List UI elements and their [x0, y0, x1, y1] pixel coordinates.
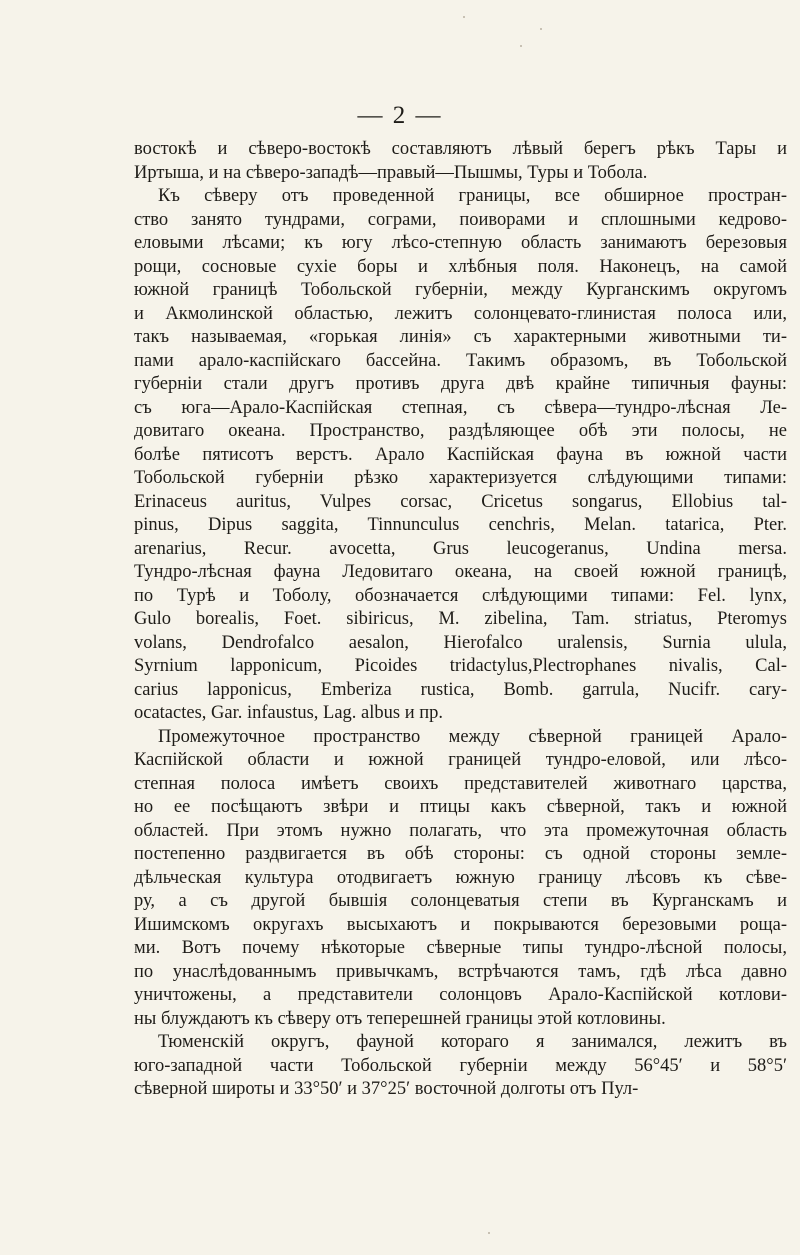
- paragraph: [134, 185, 787, 726]
- text-line: Ишимскомъ округахъ высыхаютъ и покрываются березовыми роща-: [134, 914, 787, 935]
- text-line: рощи, сосновые сухіе боры и хлѣбныя поля. Наконецъ, на самой: [134, 256, 787, 277]
- text-line: ми. Вотъ почему нѣкоторые сѣверные типы тундро-лѣсной полосы,: [134, 938, 787, 958]
- body-text: [134, 138, 787, 1102]
- text-line: съ юга—Арало-Каспійская степная, съ сѣвера—тундро-лѣсная Ле-: [134, 397, 787, 418]
- text-line: такъ называемая, «горькая линія» съ характерными животными ти-: [134, 327, 787, 347]
- text-line: пами арало-каспійскаго бассейна. Такимъ образомъ, въ Тобольской: [134, 350, 787, 371]
- text-line: и Акмолинской областью, лежитъ солонцевато-глинистая полоса или,: [134, 303, 787, 324]
- text-line: сѣверной широты и 33°50′ и 37°25′ восточной долготы отъ Пул-: [134, 1079, 639, 1099]
- page-number: — 2 —: [357, 102, 443, 129]
- paper-speck: [540, 28, 542, 30]
- text-line: arenarius, Recur. avocetta, Grus leucogeranus, Undina mersa.: [134, 538, 787, 559]
- text-line: уничтожены, а представители солонцовъ Арало-Каспійской котлови-: [134, 985, 787, 1005]
- text-line: ocatactes, Gar. infaustus, Lag. albus и пр.: [134, 703, 444, 723]
- text-line: Gulo borealis, Foet. sibiricus, M. zibelina, Tam. striatus, Pteromys: [134, 609, 787, 629]
- text-line: Тундро-лѣсная фауна Ледовитаго океана, на своей южной границѣ,: [134, 562, 787, 582]
- text-line: volans, Dendrofalco aesalon, Hierofalco uralensis, Surnia ulula,: [134, 632, 787, 653]
- text-line: по унаслѣдованнымъ привычкамъ, встрѣчаются тамъ, гдѣ лѣса давно: [134, 961, 787, 982]
- text-line: Тобольской губерніи рѣзко характеризуется слѣдующими типами:: [134, 468, 787, 488]
- paragraph: [134, 138, 787, 185]
- text-line: юго-западной части Тобольской губерніи между 56°45′ и 58°5′: [134, 1055, 787, 1076]
- text-line: Къ сѣверу отъ проведенной границы, все обширное простран-: [158, 186, 787, 206]
- text-line: довитаго океана. Пространство, раздѣляющее обѣ эти полосы, не: [134, 421, 787, 441]
- paper-speck: [463, 16, 465, 18]
- text-line: Erinaceus auritus, Vulpes corsac, Cricetus songarus, Ellobius tal-: [134, 491, 787, 512]
- text-line: Иртыша, и на сѣверо-западѣ—правый—Пышмы, Туры и Тобола.: [134, 162, 648, 183]
- text-line: ство занято тундрами, сограми, поиворами и сплошными кедрово-: [134, 209, 787, 230]
- text-line: Тюменскій округъ, фауной котораго я занимался, лежитъ въ: [158, 1032, 787, 1052]
- text-line: но ее посѣщаютъ звѣри и птицы какъ сѣверной, такъ и южной: [134, 797, 787, 817]
- text-line: ны блуждаютъ къ сѣверу отъ теперешней границы этой котловины.: [134, 1008, 666, 1029]
- text-line: южной границѣ Тобольской губерніи, между Курганскимъ округомъ: [134, 280, 787, 300]
- paper-speck: [520, 45, 522, 47]
- text-line: еловыми лѣсами; къ югу лѣсо-степную область занимаютъ березовыя: [134, 233, 787, 253]
- text-line: по Турѣ и Тоболу, обозначается слѣдующими типами: Fel. lynx,: [134, 585, 787, 606]
- text-line: pinus, Dipus saggita, Tinnunculus cenchris, Melan. tatarica, Pter.: [134, 515, 787, 535]
- text-line: Каспійской области и южной границей тундро-еловой, или лѣсо-: [134, 750, 787, 770]
- text-line: болѣе пятисотъ верстъ. Арало Каспійская фауна въ южной части: [134, 444, 787, 465]
- text-line: Промежуточное пространство между сѣверной границей Арало-: [158, 726, 787, 747]
- text-line: областей. При этомъ нужно полагать, что эта промежуточная область: [134, 820, 787, 841]
- text-line: степная полоса имѣетъ своихъ представителей животнаго царства,: [134, 773, 787, 794]
- paragraph: [134, 1031, 787, 1102]
- text-line: Syrnium lapponicum, Picoides tridactylus,Plectrophanes nivalis, Cal-: [134, 656, 787, 676]
- paper-speck: [488, 1232, 490, 1234]
- text-line: постепенно раздвигается въ обѣ стороны: съ одной стороны земле-: [134, 844, 787, 864]
- text-line: ру, а съ другой бывшія солонцеватыя степи въ Курганскамъ и: [134, 891, 787, 911]
- text-line: востокѣ и сѣверо-востокѣ составляютъ лѣвый берегъ рѣкъ Тары и: [134, 139, 787, 159]
- text-line: губерніи стали другъ противъ друга двѣ крайне типичныя фауны:: [134, 374, 787, 394]
- paragraph: [134, 726, 787, 1032]
- text-line: дѣльческая культура отодвигаетъ южную границу лѣсовъ къ сѣве-: [134, 867, 787, 888]
- text-line: carius lapponicus, Emberiza rustica, Bomb. garrula, Nucifr. cary-: [134, 679, 787, 700]
